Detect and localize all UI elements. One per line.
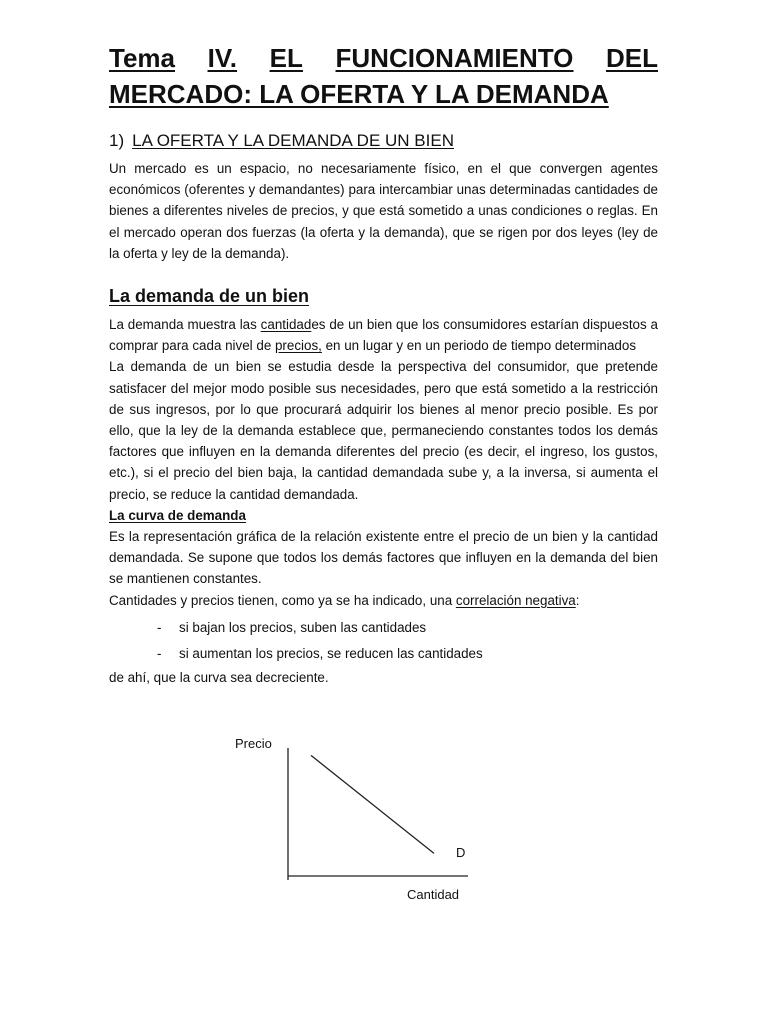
document-title <box>109 40 658 112</box>
series-label: D <box>456 845 466 860</box>
title-word: FUNCIONAMIENTO <box>335 43 574 73</box>
list-item-text: si aumentan los precios, se reducen las cantidades <box>179 645 483 661</box>
text-run: La demanda muestra las <box>109 317 261 333</box>
dash-bullet: - <box>157 645 162 661</box>
bullet-list <box>109 615 658 667</box>
section-title: LA OFERTA Y LA DEMANDA DE UN BIEN <box>132 131 454 150</box>
underlined-term: cantidad <box>260 317 312 333</box>
curve-paragraph-1: Es la representación gráfica de la relación existente entre el precio de un bien y la cantidad demandada. Se supone que todos los demás factores que influyen en la demanda del bien se mantienen constantes. <box>109 529 658 587</box>
text-run: es de un bien que los consumidores estarían dispuestos a comprar para cada nivel de <box>109 317 658 354</box>
section-number: 1) <box>109 131 125 150</box>
demand-heading: La demanda de un bien <box>109 286 310 307</box>
list-item-text: si bajan los precios, suben las cantidades <box>179 619 427 635</box>
text-run: Cantidades y precios tienen, como ya se ha indicado, una <box>109 592 456 608</box>
underlined-term: correlación negativa <box>455 592 576 608</box>
section-1-heading <box>109 130 658 152</box>
text-run: : <box>575 592 580 608</box>
curve-conclusion: de ahí, que la curva sea decreciente. <box>109 669 329 685</box>
demand-paragraph-1 <box>109 314 658 356</box>
title-line-2: MERCADO: LA OFERTA Y LA DEMANDA <box>109 79 609 109</box>
title-word: EL <box>269 43 303 73</box>
text-run: en un lugar y en un periodo de tiempo determinados <box>321 338 637 354</box>
title-word: IV. <box>207 43 238 73</box>
y-axis-label: Precio <box>235 736 272 751</box>
demand-line <box>311 755 434 853</box>
demand-paragraph-2: La demanda de un bien se estudia desde la perspectiva del consumidor, que pretende satisfacer del mejor modo posible sus necesidades, pero que está sometido a la restricción de sus ingresos, por lo que procurará adquirir los bienes al menor precio posible. Es por ello, que la ley de la demanda establece que, permaneciendo constantes todos los demás factores que influyen en la demanda diferentes del precio (es decir, el ingreso, los gustos, etc.), si el precio del bien baja, la cantidad demandada sube y, a la inversa, si aumenta el precio, se reduce la cantidad demandada. <box>109 359 658 502</box>
x-axis-label: Cantidad <box>407 887 460 902</box>
title-word: DEL <box>606 43 658 73</box>
title-word: Tema <box>109 43 175 73</box>
document-page <box>109 40 658 688</box>
curve-heading: La curva de demanda <box>109 507 246 523</box>
section-1-paragraph: Un mercado es un espacio, no necesariamente físico, en el que convergen agentes económicos (oferentes y demandantes) para intercambiar unas determinadas cantidades de bienes a diferentes niveles de precios, y que está sometido a unas condiciones o reglas. En el mercado operan dos fuerzas (la oferta y la demanda), que se rigen por dos leyes (ley de la oferta y ley de la demanda). <box>109 161 658 261</box>
curve-paragraph-2 <box>109 590 658 611</box>
underlined-term: precios, <box>274 338 322 354</box>
list-item <box>109 641 658 667</box>
dash-bullet: - <box>157 619 162 635</box>
title-line-1 <box>109 40 658 76</box>
list-item <box>109 615 658 641</box>
